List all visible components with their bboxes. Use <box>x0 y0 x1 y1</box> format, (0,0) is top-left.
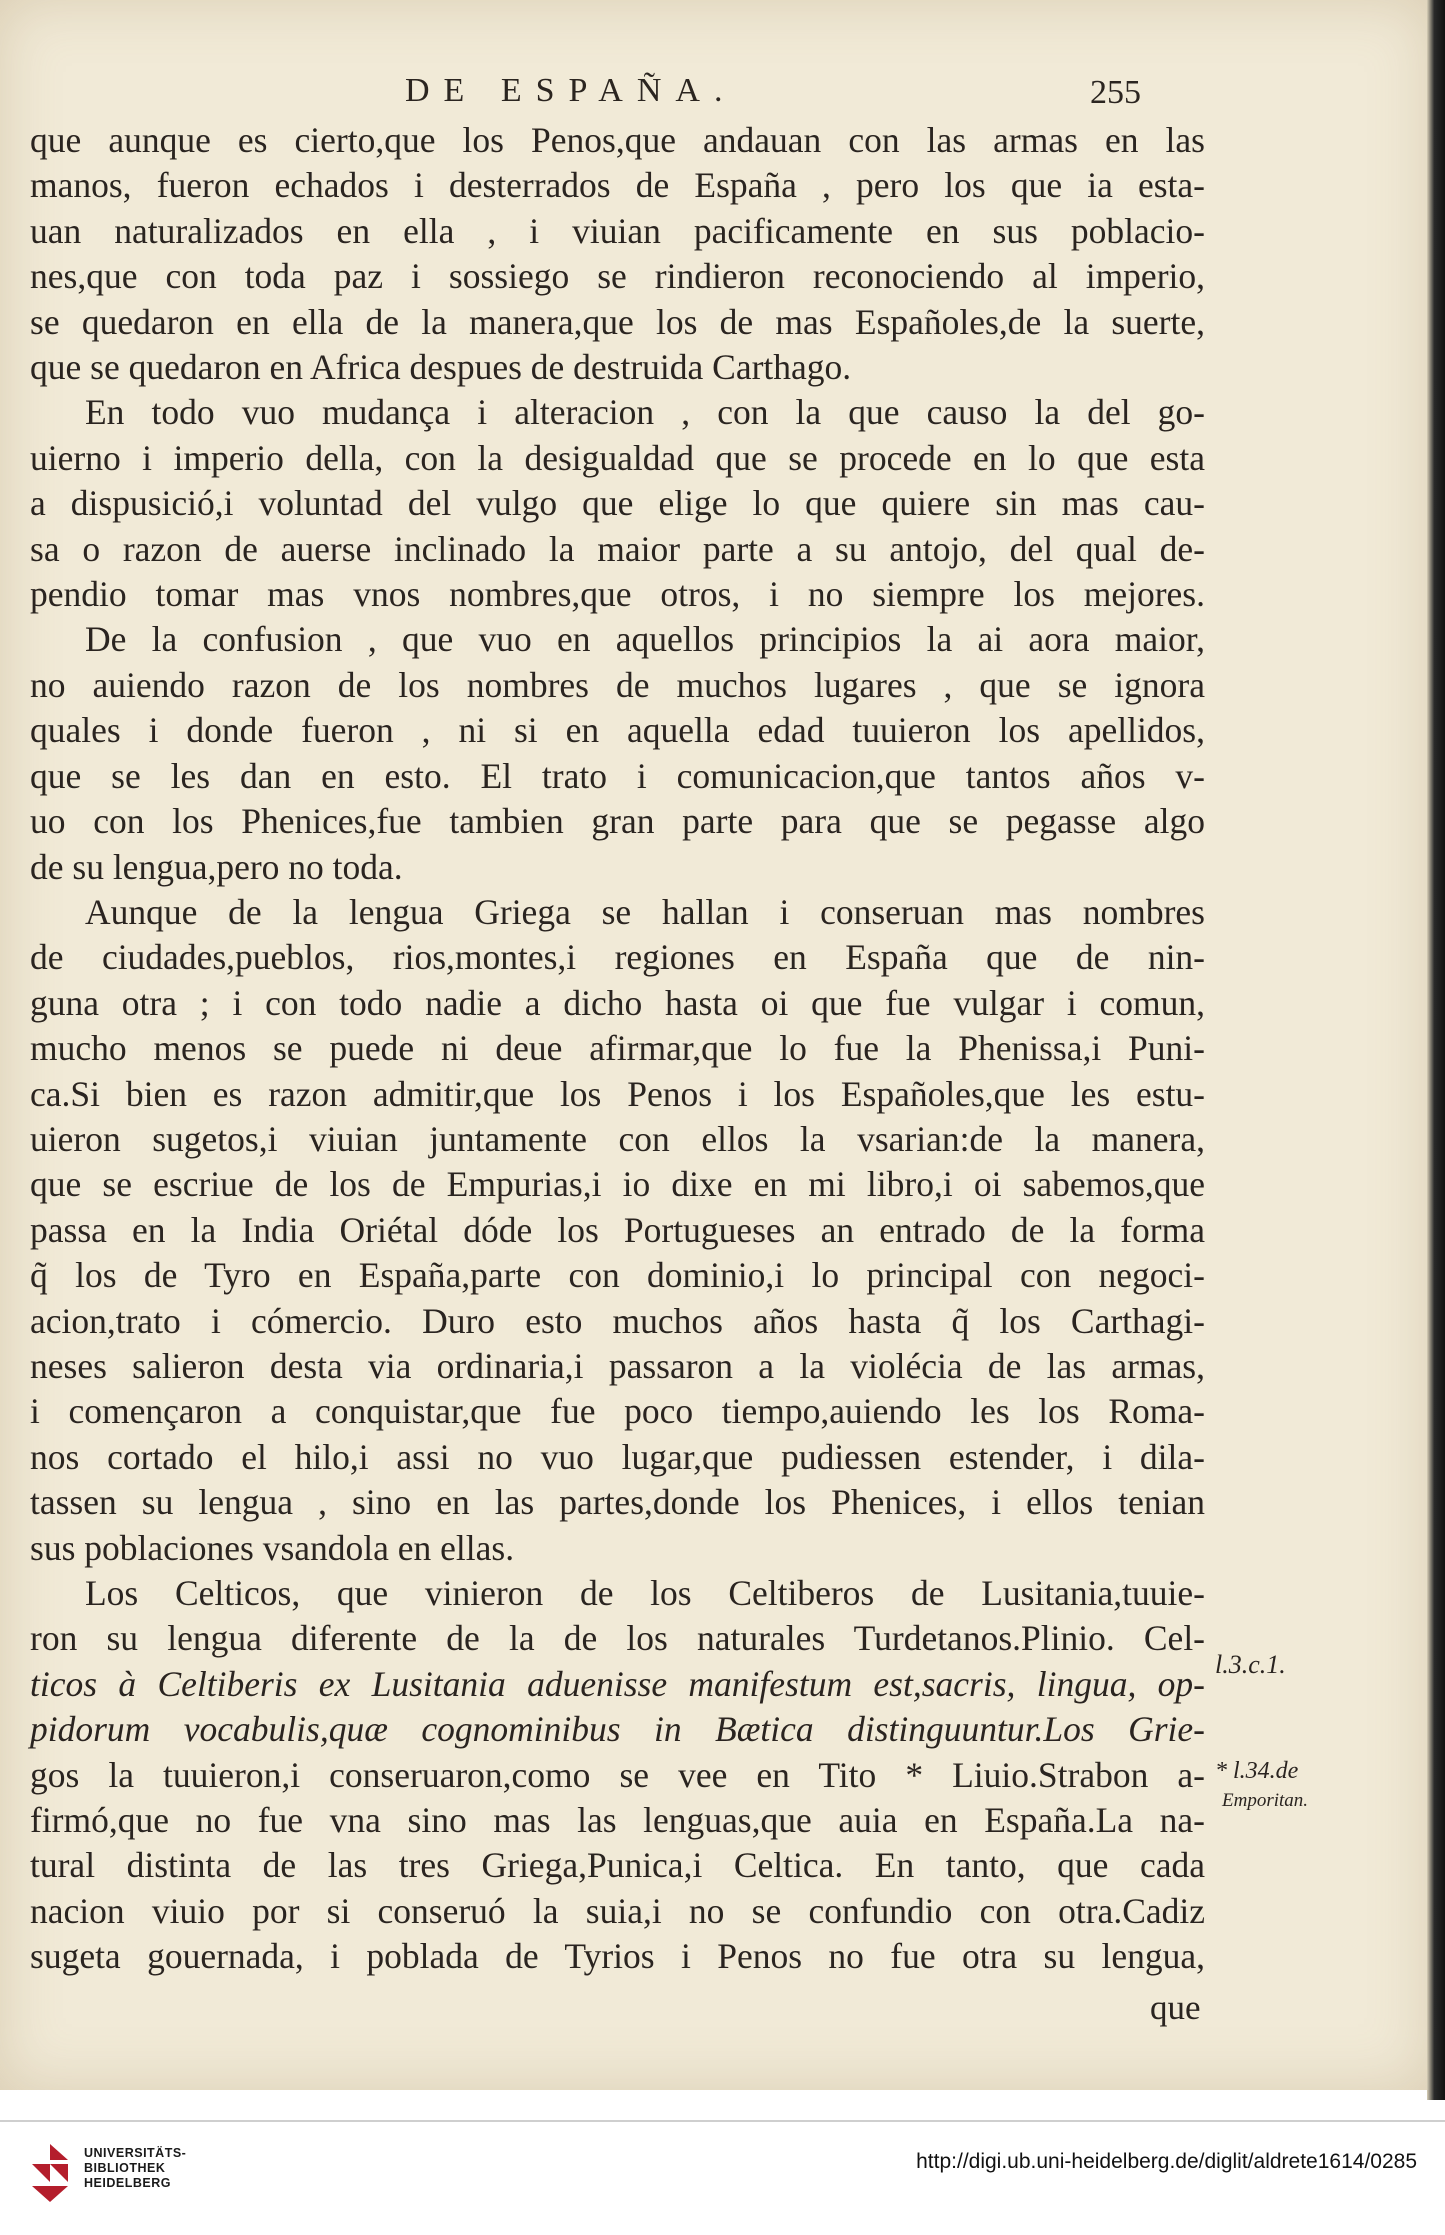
text-line: sus poblaciones vsandola en ellas. <box>30 1527 515 1568</box>
text-line: nes,que con toda paz i sossiego se rindieron reconociendo al imperio, <box>30 256 1205 297</box>
text-line: En todo vuo mudança i alteracion , con la que causo la del go- <box>85 392 1205 433</box>
text-line: de su lengua,pero no toda. <box>30 846 403 887</box>
text-line: que aunque es cierto,que los Penos,que andauan con las armas en las <box>30 120 1205 160</box>
text-line: tassen su lengua , sino en las partes,donde los Phenices, i ellos tenian <box>30 1482 1205 1523</box>
footer-bar <box>0 2120 1445 2235</box>
library-logo-icon <box>28 2142 73 2204</box>
text-line: no auiendo razon de los nombres de muchos lugares , que se ignora <box>30 664 1205 705</box>
text-line: Los Celticos, que vinieron de los Celtiberos de Lusitania,tuuie- <box>85 1573 1205 1613</box>
latin-quote-line: pidorum vocabulis,quæ cognominibus in Bætica distinguuntur.Los Grie- <box>30 1709 1205 1750</box>
source-url-link[interactable]: http://digi.ub.uni-heidelberg.de/diglit/aldrete1614/0285 <box>916 2150 1417 2173</box>
margin-note-pliny: l.3.c.1. <box>1215 1650 1286 1679</box>
margin-note-livy: * l.34.de <box>1215 1758 1299 1784</box>
text-line: tural distinta de las tres Griega,Punica,i Celtica. En tanto, que cada <box>30 1845 1205 1886</box>
text-line: gos la tuuieron,i conseruaron,como se vee en Tito * Liuio.Strabon a- <box>30 1754 1205 1795</box>
margin-note-livy-ref: Emporitan. <box>1222 1790 1309 1811</box>
text-line: manos, fueron echados i desterrados de España , pero los que ia esta- <box>30 165 1205 206</box>
page-number: 255 <box>1090 74 1141 111</box>
text-line: uo con los Phenices,fue tambien gran parte para que se pegasse algo <box>30 801 1205 842</box>
text-line: pendio tomar mas vnos nombres,que otros, i no siempre los mejores. <box>30 574 1205 615</box>
text-line: guna otra ; i con todo nadie a dicho hasta oi que fue vulgar i comun, <box>30 982 1205 1023</box>
text-line: passa en la India Oriétal dóde los Portugueses an entrado de la forma <box>30 1209 1205 1250</box>
running-head <box>0 62 1430 112</box>
text-line: sugeta gouernada, i poblada de Tyrios i Penos no fue otra su lengua, <box>30 1936 1205 1977</box>
text-line: sa o razon de auerse inclinado la maior parte a su antojo, del qual de- <box>30 528 1205 569</box>
text-line: De la confusion , que vuo en aquellos principios la ai aora maior, <box>85 619 1205 660</box>
text-line: acion,trato i cómercio. Duro esto muchos años hasta q̃ los Carthagi- <box>30 1300 1205 1341</box>
catchword: que <box>1150 1988 1201 2027</box>
latin-quote-line: ticos à Celtiberis ex Lusitania aduenisse manifestum est,sacris, lingua, op- <box>30 1663 1205 1704</box>
text-line: mucho menos se puede ni deue afirmar,que lo fue la Phenissa,i Puni- <box>30 1028 1205 1069</box>
text-line: quales i donde fueron , ni si en aquella edad tuuieron los apellidos, <box>30 710 1205 751</box>
text-line: que se les dan en esto. El trato i comunicacion,que tantos años v- <box>30 755 1205 796</box>
text-line: nos cortado el hilo,i assi no vuo lugar,que pudiessen estender, i dila- <box>30 1436 1205 1477</box>
text-line: ron su lengua diferente de la de los naturales Turdetanos.Plinio. Cel- <box>30 1618 1205 1659</box>
text-line: i començaron a conquistar,que fue poco tiempo,auiendo les los Roma- <box>30 1391 1205 1432</box>
body-text <box>30 118 1205 1980</box>
text-line: uan naturalizados en ella , i viuian pacificamente en sus poblacio- <box>30 210 1205 251</box>
text-line: que se quedaron en Africa despues de destruida Carthago. <box>30 347 852 388</box>
running-title: DE ESPAÑA. <box>405 72 737 109</box>
library-name-line: BIBLIOTHEK <box>84 2161 166 2175</box>
text-line: neses salieron desta via ordinaria,i passaron a la violécia de las armas, <box>30 1345 1205 1386</box>
text-line: a dispusició,i voluntad del vulgo que elige lo que quiere sin mas cau- <box>30 483 1205 524</box>
text-line: ca.Si bien es razon admitir,que los Penos i los Españoles,que les estu- <box>30 1073 1205 1114</box>
footer-divider <box>0 2120 1445 2122</box>
text-line: uieron sugetos,i viuian juntamente con ellos la vsarian:de la manera, <box>30 1118 1205 1159</box>
text-line: q̃ los de Tyro en España,parte con dominio,i lo principal con negoci- <box>30 1255 1205 1296</box>
text-line: de ciudades,pueblos, rios,montes,i regiones en España que de nin- <box>30 937 1205 978</box>
text-line: uierno i imperio della, con la desigualdad que se procede en lo que esta <box>30 437 1205 478</box>
text-line: que se escriue de los de Empurias,i io dixe en mi libro,i oi sabemos,que <box>30 1164 1205 1205</box>
library-name-line: HEIDELBERG <box>84 2176 171 2190</box>
page-edge-shadow <box>1427 0 1445 2100</box>
text-line: Aunque de la lengua Griega se hallan i conseruan mas nombres <box>85 891 1205 932</box>
text-line: nacion viuio por si conseruó la suia,i no se confundio con otra.Cadiz <box>30 1890 1205 1931</box>
text-line: firmó,que no fue vna sino mas las lenguas,que auia en España.La na- <box>30 1800 1205 1841</box>
library-name <box>84 2146 186 2191</box>
library-name-line: UNIVERSITÄTS- <box>84 2146 187 2160</box>
text-line: se quedaron en ella de la manera,que los de mas Españoles,de la suerte, <box>30 301 1205 342</box>
